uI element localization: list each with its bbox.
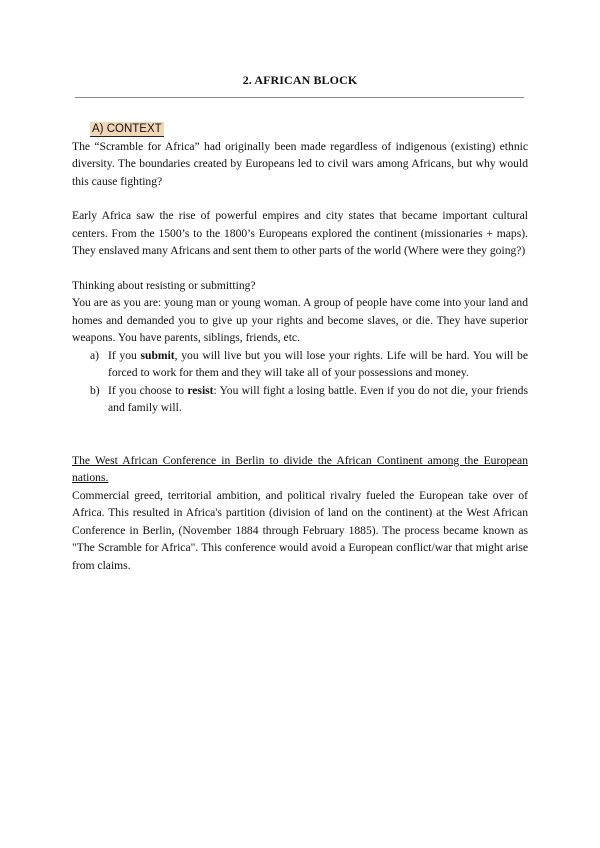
list-marker: b) (90, 383, 100, 397)
choice-resist (72, 382, 528, 417)
context-heading: A) CONTEXT (92, 123, 162, 135)
conference-paragraph: Commercial greed, territorial ambition, and political rivalry fueled the European take over of Africa. This resulted in Africa's partition (division of land on the continent) at the West African Conference in Berlin, (November 1884 through February 1885). The process became known as "The Scramble for Africa". This conference would avoid a European conflict/war that might arise from claims. (72, 488, 528, 572)
choice-text: , you will live but you will lose your rights. Life will be hard. You will be forced to work for them and they will take all of your possessions and money. (108, 348, 528, 379)
choice-text: If you choose to (108, 383, 188, 397)
paragraph-gap (72, 190, 528, 207)
choice-keyword: submit (140, 348, 175, 362)
document-body (72, 120, 528, 574)
section-gap (72, 417, 528, 452)
page-title: 2. AFRICAN BLOCK (242, 73, 358, 87)
title-divider (75, 97, 524, 98)
context-paragraph-scramble: The “Scramble for Africa” had originally been made regardless of indigenous (existing) ethnic diversity. The boundaries created by Europeans led to civil wars among Africans, but why would this cause fighting? (72, 139, 528, 188)
paragraph-gap (72, 260, 528, 277)
context-paragraph-empires: Early Africa saw the rise of powerful empires and city states that became important cultural centers. From the 1500’s to the 1800’s Europeans explored the continent (missionaries + maps). They enslaved many Africans and sent them to other parts of the world (Where were they going?) (72, 209, 528, 257)
list-marker: a) (90, 348, 100, 362)
context-paragraph-scenario: You are as you are: young man or young woman. A group of people have come into your land and homes and demanded you to give up your rights and become slaves, or die. They have superior weapons. You have parents, siblings, friends, etc. (72, 296, 528, 344)
choice-submit (72, 347, 528, 382)
choice-text: If you (108, 348, 141, 362)
choice-keyword: resist (187, 383, 214, 397)
conference-heading: The West African Conference in Berlin to divide the African Continent among the European nations. (72, 453, 528, 484)
context-question: Thinking about resisting or submitting? (72, 278, 256, 292)
choice-list (72, 347, 528, 417)
choice-text: : You will fight a losing battle. Even if you do not die, your friends and family will. (108, 383, 528, 414)
